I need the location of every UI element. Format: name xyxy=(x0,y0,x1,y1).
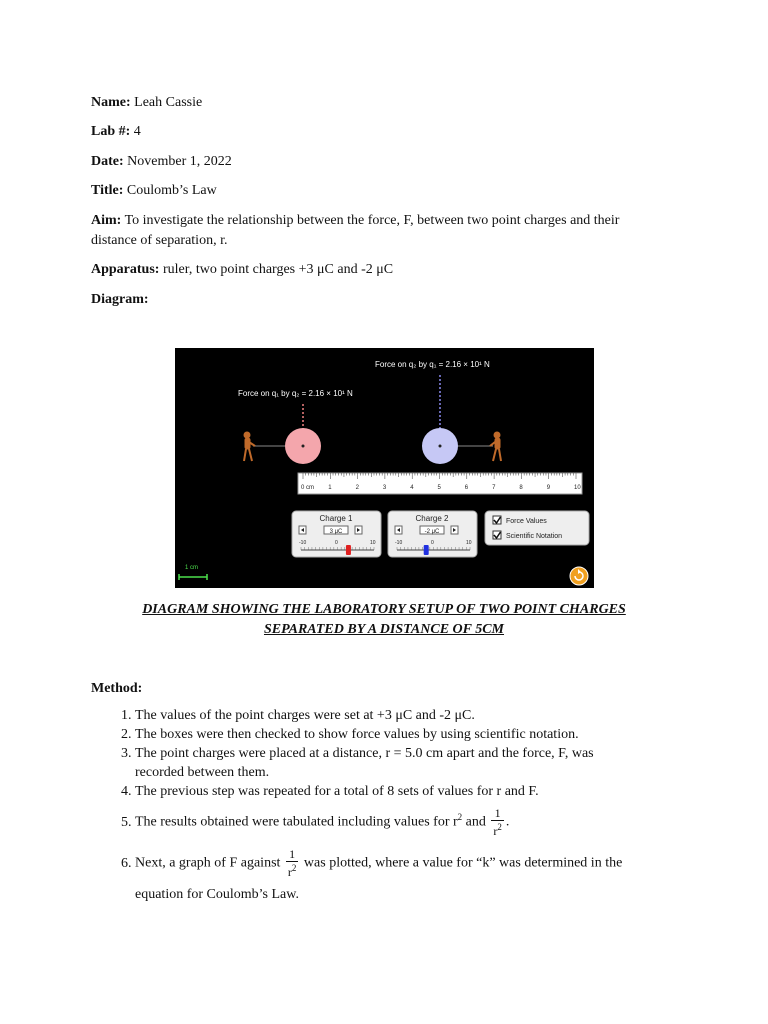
method-step-5: 5. The results obtained were tabulated including values for $r^2$ and $\frac{1}{r^2}$ . xyxy=(135,807,715,838)
method-step-4: 4. The previous step was repeated for a total of 8 sets of values for r and F. xyxy=(135,782,715,801)
charge-2-slider-ticks xyxy=(397,547,470,550)
charge-1-title: Charge 1 xyxy=(319,514,353,523)
fraction-denominator: r xyxy=(493,824,498,838)
ruler-label: 1 xyxy=(328,485,332,491)
name-value: Leah Cassie xyxy=(134,95,203,110)
method-step-6-line2: equation for Coulomb’s Law. xyxy=(135,887,299,902)
method-step-5-sup: 2 xyxy=(457,812,463,823)
scientific-notation-label: Scientific Notation xyxy=(506,533,563,540)
method-step-3a: The point charges were placed at a distance, r = 5.0 cm apart and the force, F, was xyxy=(135,746,594,761)
fraction-numerator: 1 xyxy=(491,807,504,821)
simulation-diagram xyxy=(175,348,594,588)
charge-2-zero: 0 xyxy=(431,540,434,546)
ruler-label: 0 cm xyxy=(301,485,315,491)
charge-1-center xyxy=(302,445,305,448)
name-label: Name: xyxy=(91,95,131,110)
method-step-5-text: The results obtained were tabulated including values for r xyxy=(135,814,458,830)
method-step-2: 2. The boxes were then checked to show force values by using scientific notation. xyxy=(135,725,715,744)
ruler-label: 6 xyxy=(464,485,469,491)
charge-2-value: -2 μC xyxy=(424,529,440,535)
charge-1-slider-thumb[interactable] xyxy=(346,545,351,555)
method-step-5-and: and xyxy=(462,814,486,830)
method-step-6-pre: Next, a graph of F against xyxy=(135,855,281,871)
charge-1-value: 3 μC xyxy=(329,529,343,535)
date-label: Date: xyxy=(91,154,124,169)
ruler-label: 9 xyxy=(546,485,551,491)
caption-line-1: DIAGRAM SHOWING THE LABORATORY SETUP OF TWO POINT CHARGES xyxy=(142,602,626,617)
ruler-label: 2 xyxy=(355,485,359,491)
ruler-label: 5 xyxy=(437,485,441,491)
method-step-3 xyxy=(135,744,715,782)
reset-button[interactable] xyxy=(570,567,588,585)
method-step-6-post: was plotted, where a value for “k” was determined in the xyxy=(303,855,623,871)
charge-2-title: Charge 2 xyxy=(415,514,449,523)
aim-text-1: To investigate the relationship between the force, F, between two point charges and their xyxy=(124,213,620,228)
apparatus-line xyxy=(91,260,393,280)
inverse-r-squared-fraction-2 xyxy=(286,848,299,879)
lab-label: Lab #: xyxy=(91,124,131,139)
inverse-r-squared-fraction xyxy=(491,807,504,838)
name-line xyxy=(91,93,202,113)
title-label: Title: xyxy=(91,183,124,198)
force-q1-label: Force on q₁ by q₂ = 2.16 × 10¹ N xyxy=(238,389,353,398)
method-list xyxy=(91,706,715,904)
charge-1-min: -10 xyxy=(299,540,307,546)
scale-label: 1 cm xyxy=(185,565,199,571)
charge-2-center xyxy=(439,445,442,448)
lab-value: 4 xyxy=(133,124,141,139)
force-values-label: Force Values xyxy=(506,518,547,525)
aim-line xyxy=(91,211,619,231)
method-step-1: 1. The values of the point charges were set at +3 μC and -2 μC. xyxy=(135,706,715,725)
ruler-label: 3 xyxy=(382,485,387,491)
date-value: November 1, 2022 xyxy=(127,154,232,169)
fraction-2-numerator: 1 xyxy=(286,848,299,862)
apparatus-label: Apparatus: xyxy=(91,262,160,277)
charge-2-min: -10 xyxy=(395,540,403,546)
charge-2-max: 10 xyxy=(466,540,472,546)
date-line xyxy=(91,152,232,172)
charge-1-slider-ticks xyxy=(301,547,374,550)
title-line xyxy=(91,181,217,201)
force-q2-label: Force on q₂ by q₁ = 2.16 × 10¹ N xyxy=(375,360,490,369)
charge-1-zero: 0 xyxy=(335,540,338,546)
method-step-3b: recorded between them. xyxy=(135,765,270,780)
diagram-label: Diagram: xyxy=(91,292,149,307)
caption-line-2: SEPARATED BY A DISTANCE OF 5CM xyxy=(263,622,505,637)
method-heading: Method: xyxy=(91,681,143,696)
reset-icon[interactable] xyxy=(570,567,588,585)
title-value: Coulomb’s Law xyxy=(126,183,217,198)
ruler-label: 4 xyxy=(410,485,414,491)
ruler-label: 8 xyxy=(519,485,523,491)
charge-1-max: 10 xyxy=(370,540,376,546)
fraction-2-denominator-sup: 2 xyxy=(291,863,297,873)
ruler-label: 10 xyxy=(574,485,581,491)
lab-line xyxy=(91,122,141,142)
aim-line-2: distance of separation, r. xyxy=(91,233,228,248)
fraction-denominator-sup: 2 xyxy=(497,822,502,832)
fraction-2-denominator: r xyxy=(287,865,292,879)
charge-2-slider-thumb[interactable] xyxy=(424,545,429,555)
ruler-label: 7 xyxy=(492,485,496,491)
apparatus-value: ruler, two point charges +3 μC and -2 μC xyxy=(162,262,394,277)
aim-label: Aim: xyxy=(91,213,122,228)
simulation-svg xyxy=(175,348,594,588)
method-step-6 xyxy=(135,848,715,904)
